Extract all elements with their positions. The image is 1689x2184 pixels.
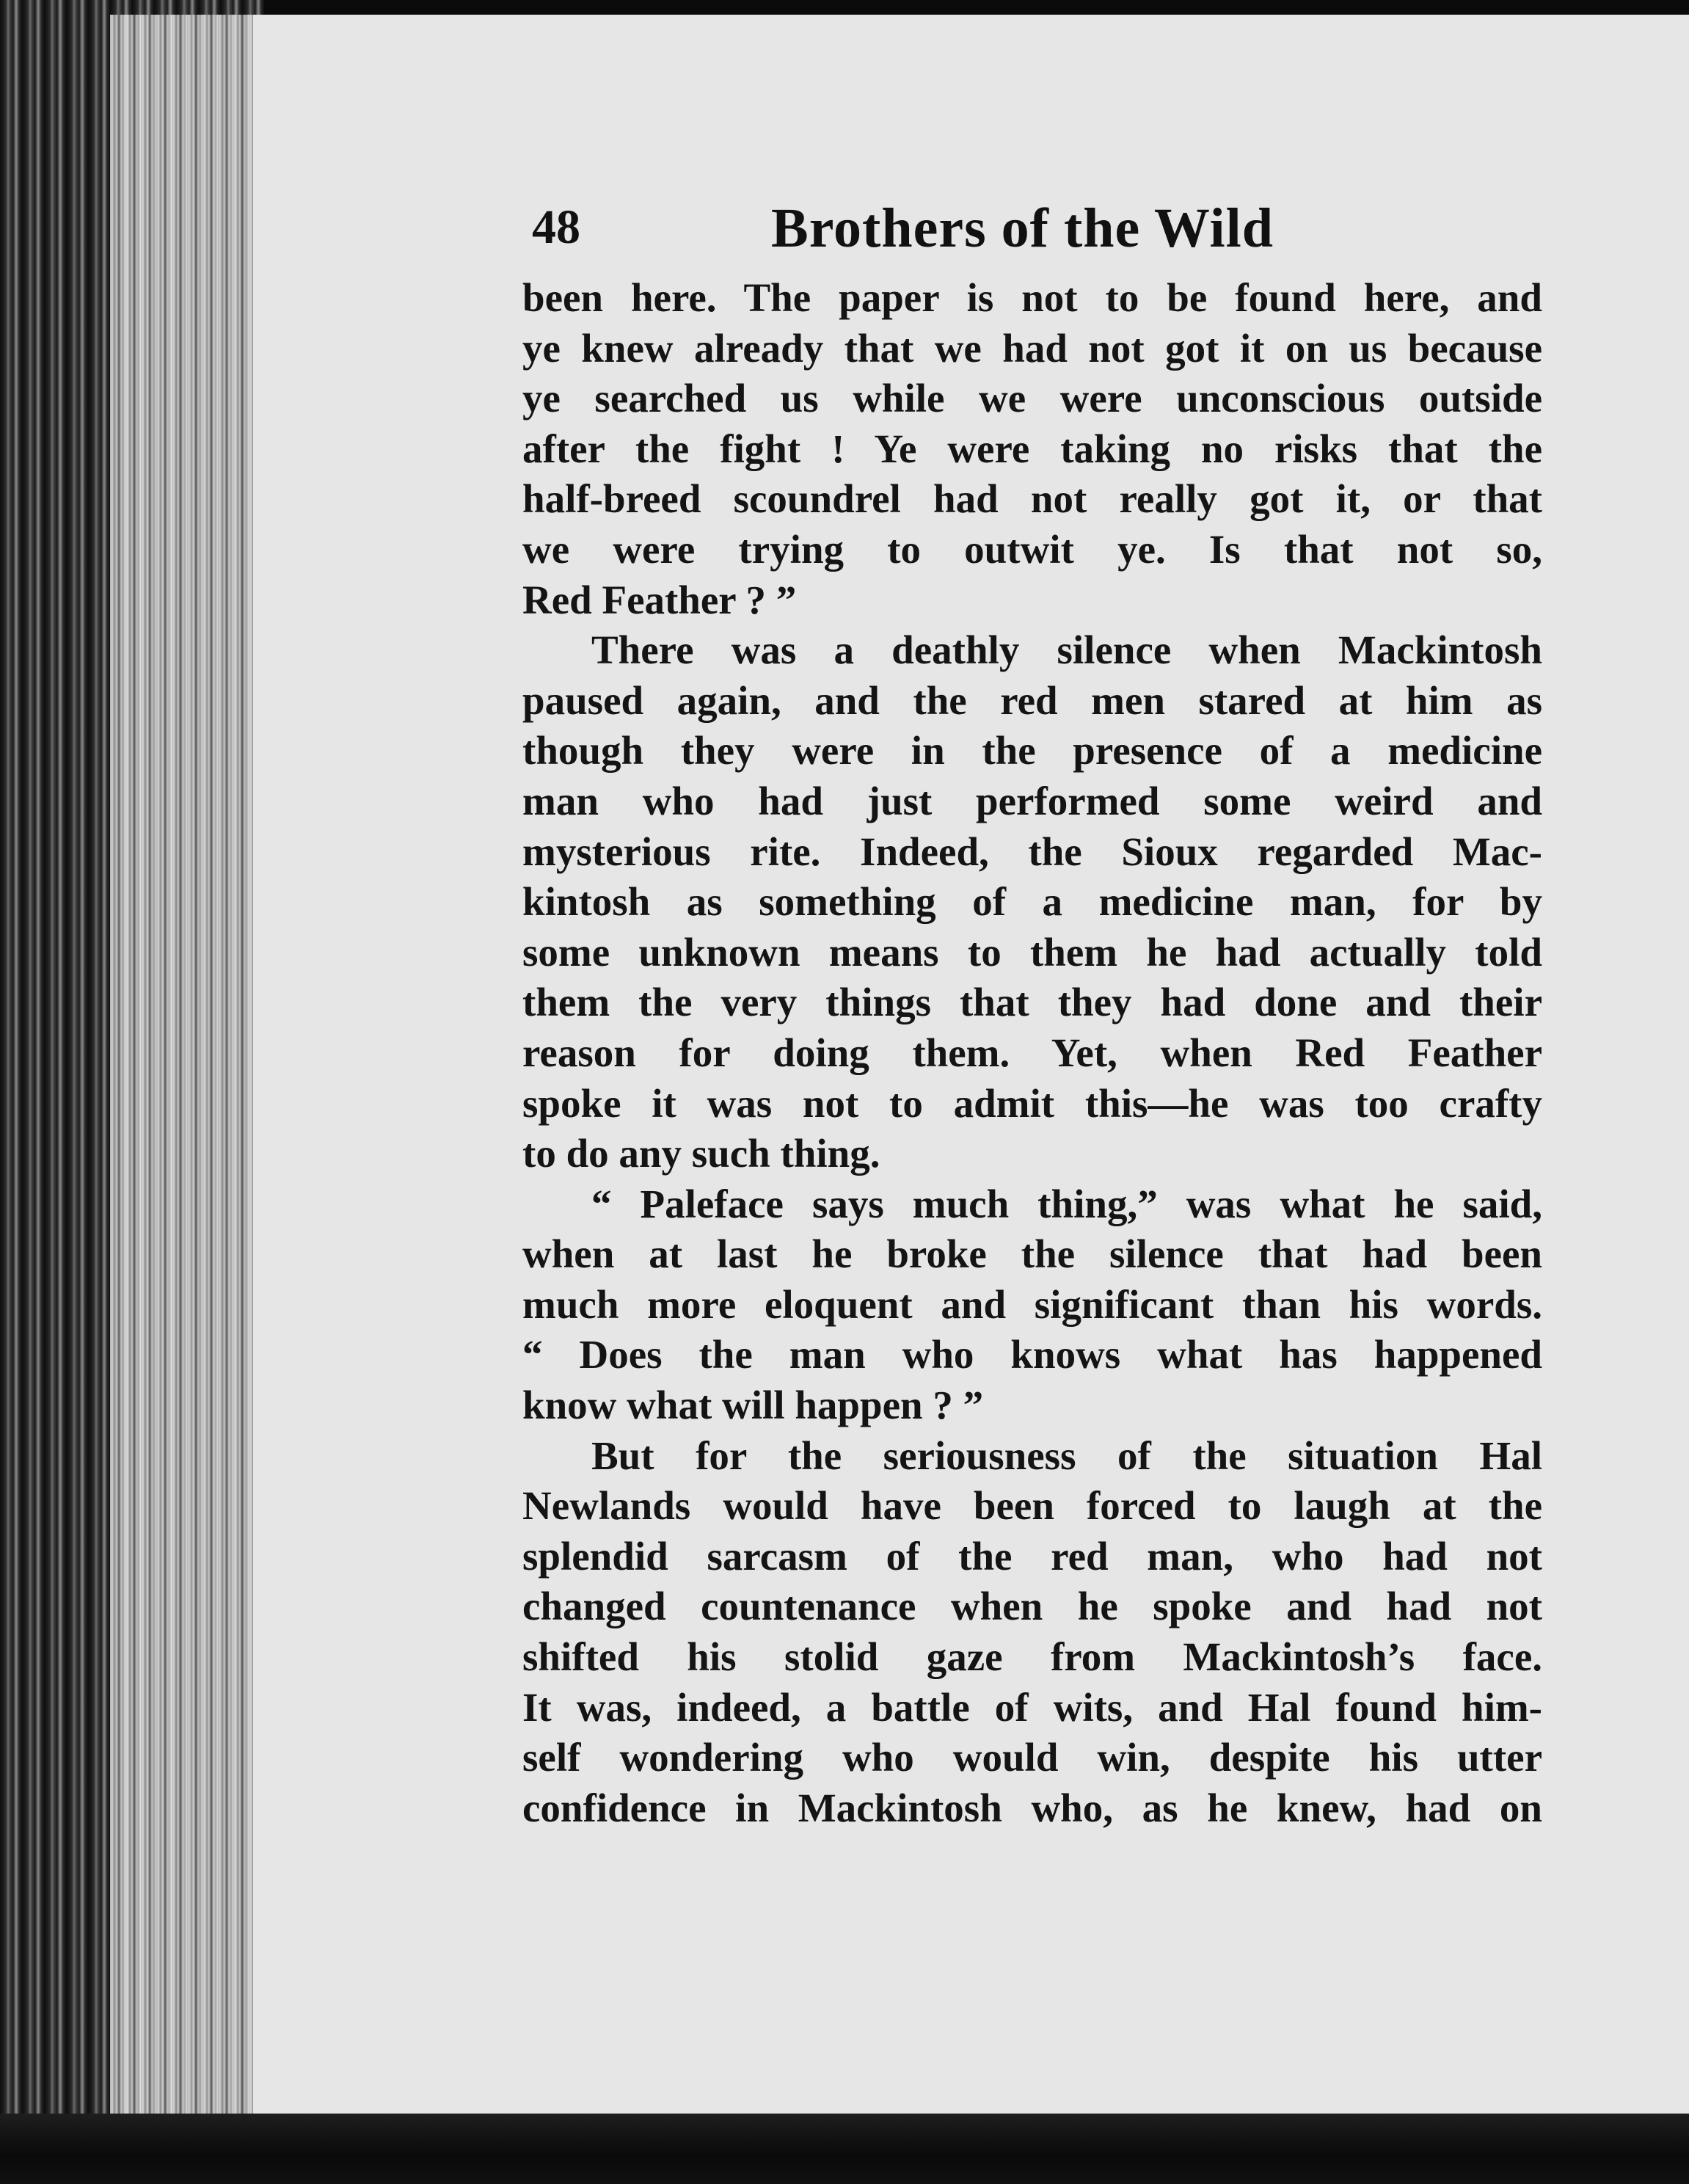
paragraph: [522, 625, 1542, 1179]
text-line: confidence in Mackintosh who, as he knew, had on: [522, 1785, 1542, 1830]
text-line: kintosh as something of a medicine man, for by: [522, 879, 1542, 925]
text-line: paused again, and the red men stared at him as: [522, 677, 1542, 723]
text-line: know what will happen ? ”: [522, 1383, 984, 1428]
paragraph: [522, 1179, 1542, 1431]
text-line: we were trying to outwit ye. Is that not so,: [522, 526, 1542, 572]
text-line: man who had just performed some weird and: [522, 778, 1542, 823]
text-line: changed countenance when he spoke and had not: [522, 1584, 1542, 1629]
text-line: much more eloquent and significant than his words.: [522, 1281, 1542, 1327]
book-page-edges: [0, 0, 264, 2184]
text-line: There was a deathly silence when Mackintosh: [591, 627, 1542, 673]
text-line: self wondering who would win, despite his utter: [522, 1735, 1542, 1780]
text-line: them the very things that they had done and their: [522, 980, 1542, 1025]
text-line: reason for doing them. Yet, when Red Feather: [522, 1030, 1542, 1075]
text-line: spoke it was not to admit this—he was too crafty: [522, 1080, 1542, 1126]
text-line: “ Does the man who knows what has happened: [522, 1332, 1542, 1377]
text-line: But for the seriousness of the situation Hal: [591, 1433, 1542, 1478]
text-line: ye knew already that we had not got it on us because: [522, 325, 1542, 371]
page-number: 48: [532, 200, 580, 254]
page-header: [532, 197, 1559, 277]
text-line: mysterious rite. Indeed, the Sioux regarded Mac-: [522, 829, 1542, 874]
text-line: some unknown means to them he had actually told: [522, 929, 1542, 975]
scanner-border: [0, 2114, 1689, 2184]
stacked-page-edges: [110, 15, 257, 2136]
text-line: ye searched us while we were unconscious outside: [522, 376, 1542, 421]
paragraph: [522, 273, 1542, 625]
text-line: Newlands would have been forced to laugh at the: [522, 1483, 1542, 1529]
text-line: though they were in the presence of a medicine: [522, 728, 1542, 774]
body-text: [522, 273, 1542, 1833]
text-line: Red Feather ? ”: [522, 577, 797, 622]
text-line: splendid sarcasm of the red man, who had not: [522, 1533, 1542, 1579]
text-line: been here. The paper is not to be found here, and: [522, 275, 1542, 320]
running-title: Brothers of the Wild: [771, 197, 1274, 259]
text-line: It was, indeed, a battle of wits, and Hal found him-: [522, 1684, 1542, 1730]
text-line: “ Paleface says much thing,” was what he said,: [591, 1181, 1542, 1226]
text-line: shifted his stolid gaze from Mackintosh’s face.: [522, 1634, 1542, 1680]
text-line: half-breed scoundrel had not really got it, or that: [522, 476, 1542, 522]
text-line: after the fight ! Ye were taking no risks that the: [522, 426, 1542, 471]
paragraph: [522, 1431, 1542, 1834]
text-line: to do any such thing.: [522, 1131, 880, 1176]
text-line: when at last he broke the silence that had been: [522, 1231, 1542, 1277]
